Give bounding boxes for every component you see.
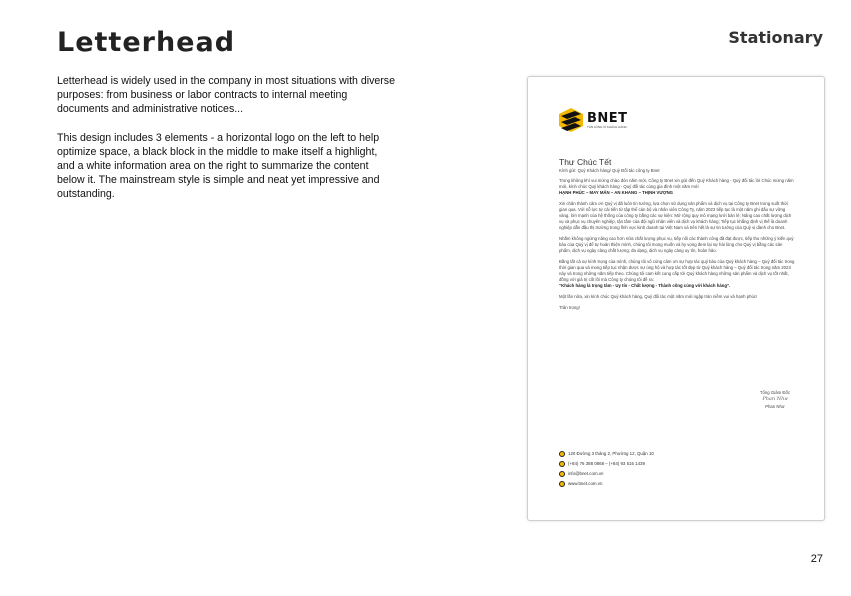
contact-website: www.bnet.com.vn xyxy=(568,481,603,486)
contact-row xyxy=(559,459,654,469)
logo-name: BNET xyxy=(587,110,628,126)
letterhead-mockup xyxy=(527,76,825,521)
logo-tagline: TẬN LÒNG VÌ KHÁCH HÀNG xyxy=(587,124,627,129)
letter-wish-line: HẠNH PHÚC – MAY MẮN – AN KHANG – THỊNH VƯỢNG xyxy=(559,190,674,195)
letter-paragraph: Nhằm không ngừng nâng cao hơn nữa chất lượng phục vụ, tiếp nối các thành công đã đạt được, tiếp thu những ý kiến quý báu của Quý vị để tự hoàn thiện mình, chúng tôi mong muốn và hy vọng đem lại sự hài lòng cho Quý vị bằng các sản phẩm, dịch vụ ngày càng chất lượng, đa dạng, dịch vụ ngày càng uy tín, hoàn hảo. xyxy=(559,236,794,253)
letter-body xyxy=(559,157,795,316)
letter-paragraph: Trong không khí vui mừng chào đón năm mới, Công ty Bnet xin gửi đến Quý Khách hàng - Quý đối tác lời Chúc mừng năm mới, kính chúc Quý khách hàng - Quý đối tác cùng gia đình một năm mới xyxy=(559,178,794,189)
letter-paragraph: Một lần nữa, xin kính chúc Quý khách hàng, Quý đối tác một năm mới ngập tràn niềm vui và hạnh phúc! xyxy=(559,294,758,299)
letter-heading: Thư Chúc Tết xyxy=(559,157,612,167)
page-title: Letterhead xyxy=(57,27,236,58)
letter-paragraph: Bằng tất cả sự kính trọng của mình, chúng tôi vô cùng cảm ơn sự hợp tác quý báu của Quý khách hàng – Quý đối tác trong thời gian qua và mong tiếp tục nhận được sự ủng hộ và hợp tác tốt đẹp từ Quý khách hàng – Quý đối tác trong năm 2023 này và trong những năm tiếp theo. Chúng tôi cam kết cung cấp tới Quý khách hàng những sản phẩm và dịch vụ tốt nhất, đồng với giá trị cốt lõi mà Công ty chúng tôi đề ra: xyxy=(559,259,795,282)
bnet-logo-icon xyxy=(558,107,584,133)
brand-logo xyxy=(558,107,628,133)
contact-row xyxy=(559,469,654,479)
email-icon xyxy=(559,471,565,477)
contact-email: info@bnet.com.vn xyxy=(568,471,604,476)
web-icon xyxy=(559,481,565,487)
contact-address: 120 Đường 3 tháng 2, Phường 12, Quận 10 xyxy=(568,451,654,456)
phone-icon xyxy=(559,461,565,467)
letter-recipient: Kính gửi: Quý Khách hàng/ Quý Đối tác công ty Bnet xyxy=(559,168,660,173)
signature: Phan Như xyxy=(762,396,788,402)
letter-closing: Trân trọng! xyxy=(559,305,580,310)
signer-title: Tổng Giám Đốc xyxy=(759,390,790,395)
location-icon xyxy=(559,451,565,457)
contact-row xyxy=(559,479,654,489)
description xyxy=(57,74,397,216)
letter-motto: “Khách hàng là trọng tâm - Uy tín - Chất lượng - Thành công cùng với khách hàng”. xyxy=(559,283,731,288)
contact-phone: (+84) 76 388 0868 – (+84) 93 516 1439 xyxy=(568,461,645,466)
signature-block xyxy=(760,389,790,410)
signer-name: Phan Như xyxy=(765,404,785,409)
contact-row xyxy=(559,449,654,459)
page-number: 27 xyxy=(810,553,823,565)
section-label: Stationary xyxy=(728,28,823,47)
description-paragraph: This design includes 3 elements - a horizontal logo on the left to help optimize space, a black block in the middle to make itself a highlight, and a white information area on the right to summarize the content below it. The mainstream style is simple and neat yet impressive and outstanding. xyxy=(57,131,380,201)
description-paragraph: Letterhead is widely used in the company in most situations with diverse purposes: from business or labor contracts to internal meeting documents and administrative notices... xyxy=(57,75,395,116)
letter-paragraph: Xin chân thành cảm ơn Quý vị đã luôn tin tưởng, lựa chọn sử dụng sản phẩm và dịch vụ tại Công ty Bnet trong suốt thời gian qua. Với nỗ lực tự cải tiến từ tập thể cán bộ và nhân viên Công Ty, năm 2023 tiếp tục là một năm ghi dấu sự vững vàng, lớn mạnh của hệ thống của công ty bằng các sự kiện: Mở rộng quy mô mạng lưới bán lẻ; Nâng cao chất lượng dịch vụ và phục vụ chuyên nghiệp, tận tâm của đội ngũ nhân viên và dịch vụ khách hàng; Tiếp tục khẳng định vị thế là doanh nghiệp dẫn đầu thị trường trong lĩnh vực kinh doanh tại Việt Nam và trên hết là sự tin tưởng của Quý vị dành cho Bnet. xyxy=(559,201,792,230)
contact-info xyxy=(559,449,654,489)
